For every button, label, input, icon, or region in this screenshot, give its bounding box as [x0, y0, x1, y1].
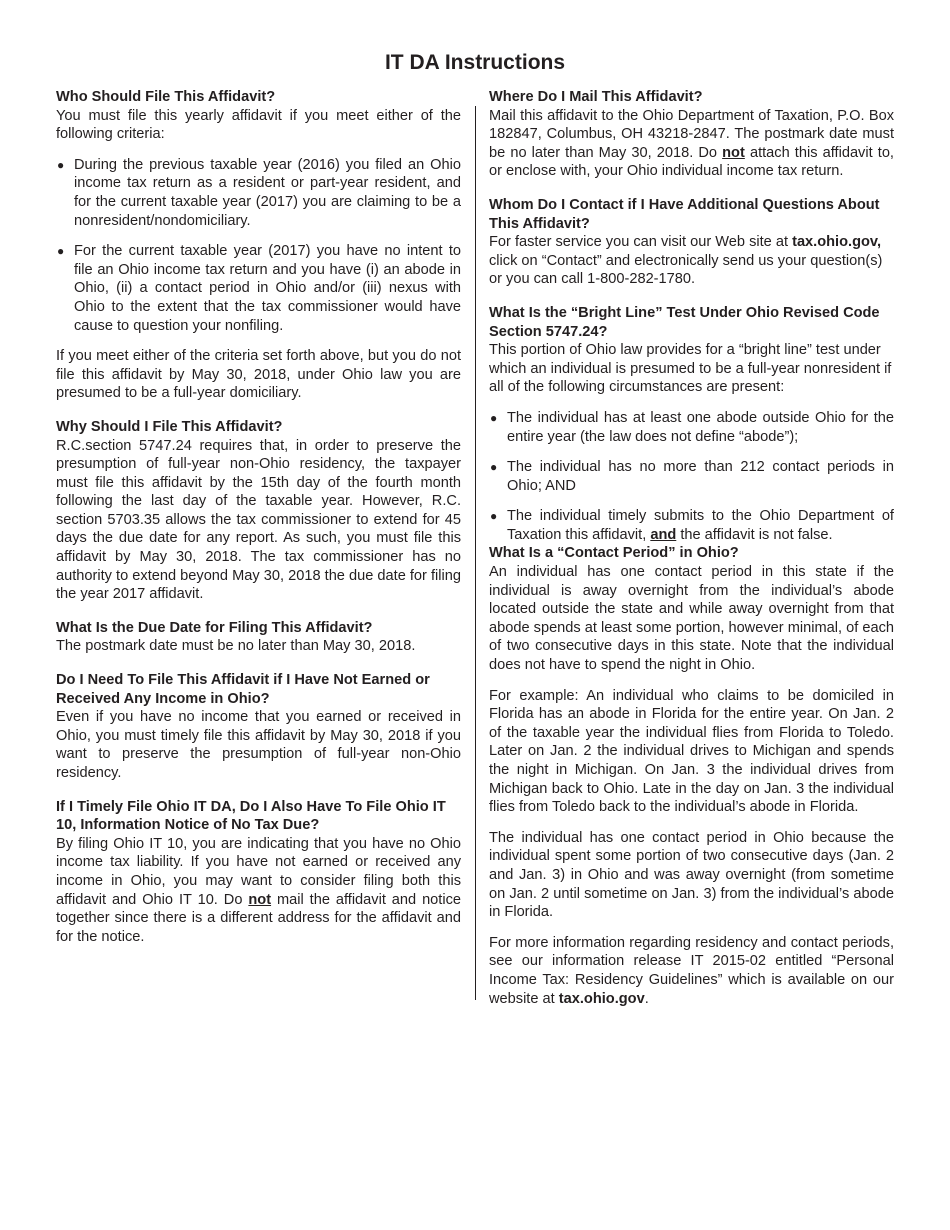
contact-period-p1: An individual has one contact period in this state if the individual is away overnight from the individual’s abode located outside the state and while away overnight from that abode spends at least some portion, however minimal, of each of two consecutive days in this state. Note that the individual does not have to spend the night in Ohio. [489, 564, 894, 674]
who-intro: You must file this yearly affidavit if you meet either of the following criteria: [56, 107, 461, 143]
section-who-should-file [56, 88, 461, 403]
section-contact-period [489, 544, 894, 1008]
contact-period-p4-part: . [644, 990, 649, 1007]
heading-why-file: Why Should I File This Affidavit? [56, 418, 283, 435]
page-title: IT DA Instructions [384, 51, 566, 74]
heading-mail: Where Do I Mail This Affidavit? [489, 89, 703, 105]
column-divider [475, 106, 476, 1000]
mail-body-part: Mail this affidavit to the Ohio Department of Taxation, P.O. Box 182847, Columbus, OH 43218-2847. The postmark date must be no later than May 30, 2018. Do [489, 107, 894, 161]
bullet-icon: ● [490, 460, 498, 475]
bright-line-text: the affidavit is not false. [676, 526, 833, 543]
bright-line-list [489, 409, 894, 545]
criteria-text: For the current taxable year (2017) you have no intent to file an Ohio income tax return and you have (i) an abode in Ohio, (ii) a contact period in Ohio and/or (iii) nexus with Ohio to the extent that the tax commissioner would have cause to question your nonfiling. [74, 243, 461, 334]
right-column [489, 88, 894, 1023]
it10-body-part: mail the affidavit and notice together since there is a different address for the affidavit and for the notice. [56, 891, 462, 945]
left-column [56, 88, 461, 961]
criteria-text: During the previous taxable year (2016) you filed an Ohio income tax return as a resident or part-year resident, and for the current taxable year (2017) you are claiming to be a nonresident/nondomiciliary. [74, 156, 461, 229]
section-it10 [56, 798, 461, 947]
heading-it10: If I Timely File Ohio IT DA, Do I Also Have To File Ohio IT 10, Information Notice of No Tax Due? [56, 798, 446, 834]
contact-period-p4 [489, 934, 894, 1008]
contact-period-p3: The individual has one contact period in Ohio because the individual spent some portion of two consecutive days (Jan. 2 and Jan. 3) in Ohio and was away overnight (from sometime on Jan. 2 until sometime on Jan. 3) from the individual’s abode in Florida. [489, 829, 894, 921]
contact-body-part: For faster service you can visit our Web site at [489, 234, 793, 251]
contact-period-p4-part: For more information regarding residency and contact periods, see our information release IT 2015-02 entitled “Personal Income Tax: Residency Guidelines” which is available on our website at [489, 934, 894, 1007]
emphasis-not: not [248, 891, 272, 908]
why-body: R.C.section 5747.24 requires that, in order to preserve the presumption of full-year non-Ohio residency, the taxpayer must file this affidavit by the 15th day of the fourth month following the last day of the taxable year. However, R.C. section 5703.35 allows the tax commissioner to extend for 45 days the due date for any report. As such, you must file this affidavit by May 30, 2018. The tax commissioner has no authority to extend beyond May 30, 2018 the due date for filing the year 2017 affidavit. [56, 437, 461, 603]
website-link[interactable]: tax.ohio.gov, [792, 234, 881, 251]
list-item [56, 242, 461, 335]
bright-line-intro: This portion of Ohio law provides for a “bright line” test under which an individual is presumed to be a full-year nonresident if all of the following circumstances are present: [489, 342, 892, 396]
bullet-icon: ● [57, 244, 65, 259]
section-due-date [56, 619, 461, 656]
heading-no-income: Do I Need To File This Affidavit if I Have Not Earned or Received Any Income in Ohio? [56, 672, 430, 707]
bright-line-text: The individual has at least one abode outside Ohio for the entire year (the law does not define “abode”); [507, 409, 894, 445]
heading-contact: Whom Do I Contact if I Have Additional Questions About This Affidavit? [489, 196, 880, 232]
who-closing: If you meet either of the criteria set forth above, but you do not file this affidavit by May 30, 2018, under Ohio law you are presumed to be a full-year domiciliary. [56, 348, 461, 402]
section-mail [489, 88, 894, 181]
list-item [489, 507, 894, 544]
bullet-icon: ● [57, 157, 65, 172]
mail-body-part: attach this affidavit to, or enclose with, your Ohio individual income tax return. [489, 144, 894, 180]
list-item [489, 458, 894, 495]
heading-due-date: What Is the Due Date for Filing This Affidavit? [56, 619, 373, 636]
list-item [56, 156, 461, 230]
bullet-icon: ● [490, 410, 498, 425]
section-bright-line [489, 304, 894, 545]
due-body: The postmark date must be no later than May 30, 2018. [56, 638, 416, 655]
mail-body [489, 107, 894, 181]
it10-body-part: By filing Ohio IT 10, you are indicating that you have no Ohio income tax liability. If you have not earned or received any income in Ohio, you may want to consider filing both this affidavit and Ohio IT 10. Do [56, 835, 461, 908]
no-income-body: Even if you have no income that you earned or received in Ohio, you must timely file this affidavit by May 30, 2018 if you want to preserve the presumption of full-year non-Ohio residency. [56, 709, 461, 781]
contact-body-part: click on “Contact” and electronically send us your question(s) or you can call 1-800-282-1780. [489, 252, 883, 288]
heading-who-should-file: Who Should File This Affidavit? [56, 89, 276, 105]
it10-body [56, 835, 461, 947]
who-criteria-list [56, 156, 461, 335]
emphasis-and: and [650, 526, 677, 543]
section-contact [489, 196, 894, 289]
heading-bright-line: What Is the “Bright Line” Test Under Ohio Revised Code Section 5747.24? [489, 304, 880, 340]
heading-contact-period: What Is a “Contact Period” in Ohio? [489, 545, 739, 562]
section-no-income [56, 671, 461, 783]
bullet-icon: ● [490, 509, 498, 524]
contact-period-p2: For example: An individual who claims to be domiciled in Florida has an abode in Florida for the entire year. On Jan. 2 of the taxable year the individual flies from Florida to Toledo. Later on Jan. 2 the individual drives to Michigan and spends the night in Michigan. On Jan. 3 the individual drives from Michigan back to Ohio. Late in the day on Jan. 3 the individual flies from Toledo back to the individual’s abode in Florida. [489, 687, 894, 816]
list-item [489, 409, 894, 446]
contact-body [489, 233, 894, 289]
bright-line-text: The individual timely submits to the Ohio Department of Taxation this affidavit, [507, 508, 894, 543]
emphasis-not: not [722, 144, 745, 161]
bright-line-text: The individual has no more than 212 contact periods in Ohio; AND [507, 459, 894, 494]
website-link[interactable]: tax.ohio.gov [558, 990, 645, 1007]
section-why-file [56, 418, 461, 604]
